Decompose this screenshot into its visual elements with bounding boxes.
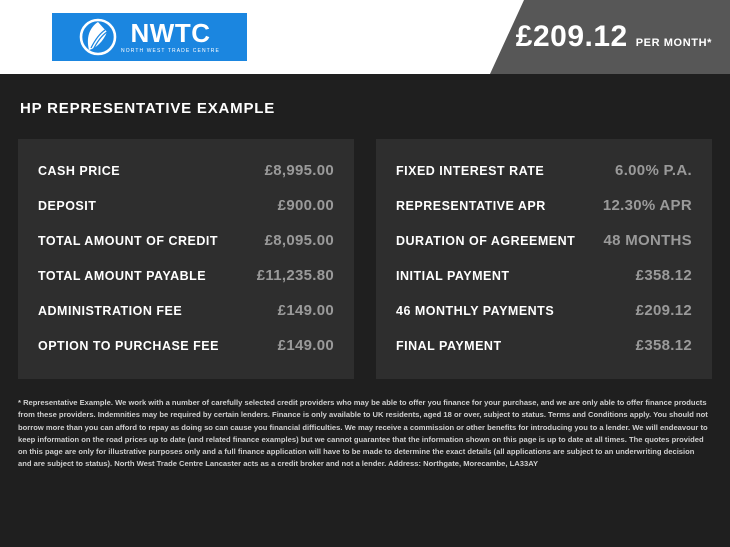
left-details-panel [18,139,354,379]
row-label: REPRESENTATIVE APR [396,199,546,213]
row-value: £8,095.00 [264,232,334,249]
row-value: £149.00 [277,302,334,319]
table-row [32,293,340,328]
page-title: HP REPRESENTATIVE EXAMPLE [20,100,276,117]
table-row [390,328,698,363]
row-label: FINAL PAYMENT [396,339,502,353]
logo-wordmark: NWTC [130,18,211,48]
row-value: £209.12 [635,302,692,319]
wheel-logo-icon [79,18,117,56]
row-label: ADMINISTRATION FEE [38,304,183,318]
price-amount: £209.12 [515,20,628,53]
table-row [32,188,340,223]
monthly-price [516,20,712,54]
row-label: CASH PRICE [38,164,121,178]
row-value: 6.00% P.A. [615,162,692,179]
table-row [390,223,698,258]
table-row [32,328,340,363]
disclaimer-text: * Representative Example. We work with a number of carefully selected credit providers who may be able to offer you finance for your purchase, and we are only able to offer finance products from these providers. Indemnities may be required by certain lenders. Finance is only available to UK residents, aged 18 or over, subject to status. Terms and Conditions apply. You should not borrow more than you can afford to repay as doing so can cause you financial difficulties. We may receive a commission or other benefits for introducing you to a lender. We will endeavour to keep information on the road prices up to date (and related finance examples) but we cannot guarantee that the information shown on this page is up to date at all times. The quotes provided on this page are only for illustrative purposes only and a full finance application will have to be made to determine the exact details (all applications are subject to an underwriting decision and are subject to status). North West Trade Centre Lancaster acts as a credit broker and not a lender. Address: Northgate, Morecambe, LA33AY [18,398,708,469]
row-value: £8,995.00 [264,162,334,179]
page-header [0,0,730,74]
row-label: OPTION TO PURCHASE FEE [38,339,219,353]
table-row [32,153,340,188]
table-row [32,223,340,258]
row-label: TOTAL AMOUNT OF CREDIT [38,234,218,248]
right-details-panel [376,139,712,379]
table-row [32,258,340,293]
row-label: DURATION OF AGREEMENT [396,234,576,248]
row-value: £11,235.80 [256,267,334,284]
logo-subtext: NORTH WEST TRADE CENTRE [121,48,220,54]
details-panels [0,117,730,379]
row-label: INITIAL PAYMENT [396,269,510,283]
row-label: FIXED INTEREST RATE [396,164,545,178]
table-row [390,188,698,223]
price-period: PER MONTH* [635,37,712,49]
table-row [390,153,698,188]
row-label: DEPOSIT [38,199,97,213]
table-row [390,258,698,293]
row-label: TOTAL AMOUNT PAYABLE [38,269,207,283]
nwtc-logo [52,13,247,61]
row-value: £149.00 [277,337,334,354]
row-value: £358.12 [635,267,692,284]
row-value: 12.30% APR [602,197,692,214]
row-value: 48 MONTHS [603,232,692,249]
table-row [390,293,698,328]
row-value: £358.12 [635,337,692,354]
row-label: 46 MONTHLY PAYMENTS [396,304,555,318]
row-value: £900.00 [277,197,334,214]
